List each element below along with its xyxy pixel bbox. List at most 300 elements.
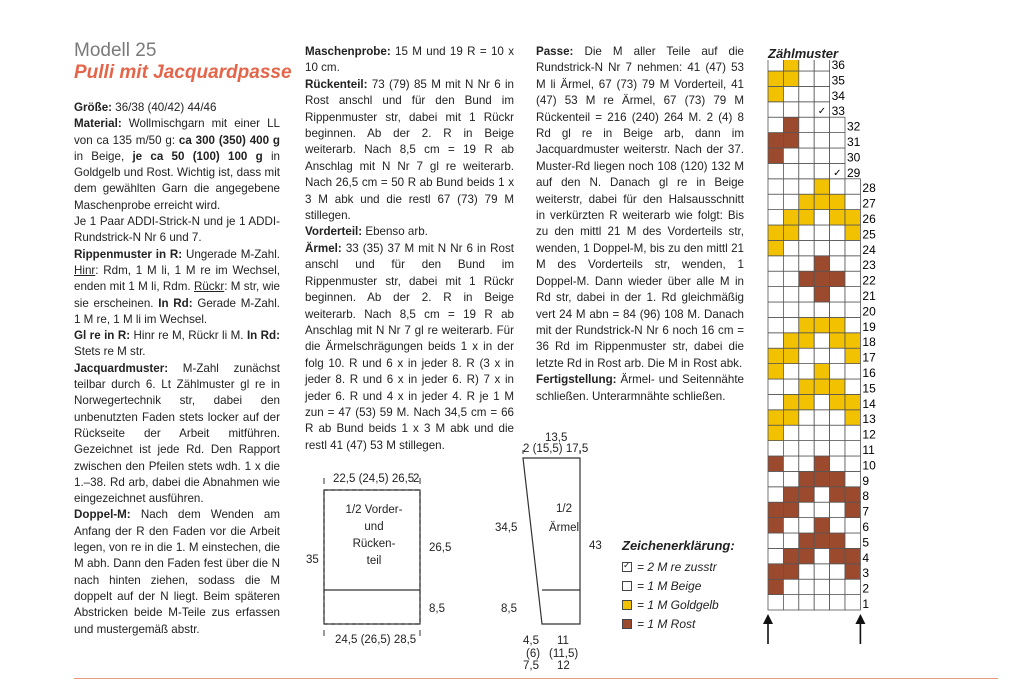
chart-cell [783,148,798,163]
chart-cell [783,441,798,456]
chart-cell [783,487,798,502]
gl-rd-label: In Rd: [246,329,280,343]
chart-cell [814,240,829,255]
chart-cell [814,348,829,363]
finishing-label: Fertigstellung: [536,373,617,387]
material-text-e: in Goldgelb und Rost. Wichtig ist, dass mit dem gewählten Garn die angegebene Maschenprobe erreicht wird. [74,149,281,212]
chart-cell [799,117,814,132]
chart-cell [814,487,829,502]
chart-cell [783,548,798,563]
bottom-divider [74,678,998,679]
repeat-arrow-head [763,614,773,624]
chart-cell [768,317,783,332]
row-label: 34 [831,88,845,103]
chart-cell [799,348,814,363]
chart-cell [768,163,783,178]
body-right-lower-measure: 8,5 [429,603,445,615]
chart-cell [783,179,798,194]
sleeve-bottom-left-sub: (6) [526,648,541,660]
colorwork-chart [760,60,890,660]
chart-cell [783,86,798,101]
rib-label: Rippenmuster in R: [74,247,183,261]
sleeve-left-upper-measure: 34,5 [495,522,518,534]
finishing-text: Ärmel- und Seitennähte schließen. Unterarmnähte schließen. [536,373,744,403]
chart-cell [799,71,814,86]
chart-cell [814,148,829,163]
chart-cell [845,456,860,471]
sleeve-bottom-left: 4,5 [523,635,539,647]
chart-cell [830,394,845,409]
gauge-paragraph [305,44,514,77]
row-label: 9 [862,473,870,488]
chart-cell [799,579,814,594]
sleeve-schematic [500,440,600,660]
front-text: Ebenso arb. [362,225,428,239]
rib-rd-label: In Rd: [158,296,193,310]
chart-cell [768,379,783,394]
gl-text-a: Hinr re M, Rückr li M. [130,329,247,343]
chart-cell [830,410,845,425]
gold-swatch [622,600,632,610]
chart-cell [830,456,845,471]
chart-cell [830,179,845,194]
chart-cell [799,364,814,379]
chart-cell [799,533,814,548]
instructions-column-3 [536,44,744,405]
chart-cell [845,518,860,533]
chart-cell [830,317,845,332]
chart-cell [799,86,814,101]
row-label: 18 [862,335,876,350]
chart-cell [845,194,860,209]
chart-cell [768,548,783,563]
chart-cell [814,441,829,456]
chart-cell [799,518,814,533]
chart-cell [799,225,814,240]
chart-cell [783,210,798,225]
chart-cell [783,348,798,363]
chart-cell [799,302,814,317]
chart-cell [845,348,860,363]
row-label: 11 [862,443,875,457]
chart-cell [845,441,860,456]
chart-cell [830,210,845,225]
chart-cell [845,287,860,302]
rib-hinr: Hinr [74,263,96,277]
chart-cell [814,425,829,440]
chart-cell [768,240,783,255]
chart-cell [768,595,783,610]
chart-cell [768,564,783,579]
chart-cell [830,487,845,502]
chart-cell [768,179,783,194]
decrease-mark: ✓ [833,167,842,179]
chart-cell [783,379,798,394]
chart-cell [814,364,829,379]
chart-cell [799,287,814,302]
chart-cell [799,456,814,471]
sleeve-label: 1/2 Ärmel [548,503,580,534]
front-label: Vorderteil: [305,225,363,239]
chart-cell [799,333,814,348]
material-amount-beige: ca 300 (350) 400 g [178,133,280,147]
back-label: Rückenteil: [305,77,368,91]
chart-cell [830,271,845,286]
chart-cell [768,441,783,456]
row-label: 32 [847,119,861,134]
chart-cell [799,271,814,286]
chart-cell [783,271,798,286]
row-label: 36 [831,60,845,72]
chart-cell [845,410,860,425]
chart-cell [814,564,829,579]
row-label: 10 [862,458,876,473]
chart-cell [799,148,814,163]
chart-cell [768,579,783,594]
chart-cell [814,471,829,486]
back-paragraph [305,77,514,225]
chart-cell [814,456,829,471]
row-label: 23 [862,258,876,273]
legend-item-rust [622,614,735,633]
legend-title: Zeichenerklärung: [622,538,735,553]
chart-cell [799,564,814,579]
chart-cell [768,410,783,425]
chart-cell [814,71,829,86]
chart-cell [768,225,783,240]
chart-cell [814,595,829,610]
chart-cell [783,60,798,71]
doppel-label: Doppel-M: [74,508,131,522]
chart-cell [814,394,829,409]
sleeve-text: 33 (35) 37 M mit N Nr 6 in Rost anschl und für den Bund im Rippenmuster str, dabei mit 1 Rückr beginnen. Ab der 2. R in Beige weiterarb. Nach 8,5 cm = 19 R ab Anschlag mit N Nr 7 gl re weiterarb. Für die Ärmelschrägungen beids 1 x in der folg 10. R und 6 x in jeder 8. R (3 x in jeder 8. R und 6 x in jeder 6. R) 7 x in jeder 6. R und 4 x in jeder 4. R je 1 M zun = 47 (53) 59 M. Nach 34,5 cm = 66 R ab Bund beids 1 x 3 M abk und die restl 41 (47) 53 M stillegen. [305,241,514,452]
sleeve-paragraph [305,241,514,454]
chart-cell [799,179,814,194]
chart-cell [783,287,798,302]
page-title: Pulli mit Jacquardpasse [74,62,292,83]
chart-cell [783,502,798,517]
row-label: 5 [862,535,870,550]
chart-cell [830,256,845,271]
jacquard-text: M-Zahl zunächst teilbar durch 6. Lt Zählmuster gl re in Norwegertechnik str, dabei den unbenutzten Faden stets locker auf der Rückseite der Arbeit mitführen. Gezeichnet ist jede Rd. Den Rapport zwischen den Pfeilen stets wdh. 1 x die 1.–38. Rd arb, dabei die Abnahmen wie eingezeichnet ausführen. [74,361,280,506]
sleeve-bottom-right: 11 [557,635,569,647]
chart-cell [830,564,845,579]
chart-cell [845,502,860,517]
size-paragraph [74,100,280,116]
chart-cell [830,225,845,240]
sleeve-bottom-left-sub2: 7,5 [523,660,539,672]
chart-cell [768,148,783,163]
chart-cell [783,533,798,548]
chart-cell [783,564,798,579]
chart-cell [845,533,860,548]
chart-cell [830,194,845,209]
row-label: 6 [862,520,870,534]
chart-cell [814,502,829,517]
decrease-icon [622,562,632,572]
legend-label: = 1 M Goldgelb [637,597,719,612]
chart-cell [783,71,798,86]
chart-cell [768,518,783,533]
chart-cell [768,533,783,548]
chart-cell [799,240,814,255]
chart-cell [814,317,829,332]
chart-cell [845,225,860,240]
chart-cell [845,487,860,502]
gl-paragraph [74,328,280,361]
chart-cell [768,364,783,379]
chart-cell [799,394,814,409]
chart-cell [799,102,814,117]
chart-cell [830,441,845,456]
chart-cell [783,102,798,117]
doppel-text: Nach dem Wenden am Anfang der R den Faden vor die Arbeit legen, von re in die 1. M einstechen, die M abh. Dann den Faden fest über die N nach hinten ziehen, sodass die M doppelt auf der N liegt. Beim späteren Abstricken beide M-Teile zus erfassen und mustergemäß abstr. [74,508,280,636]
rib-rueckr: Rückr [193,280,225,294]
finishing-paragraph [536,372,744,405]
chart-cell [768,71,783,86]
jacquard-label: Jacquardmuster: [74,361,169,375]
chart-cell [783,117,798,132]
chart-cell [768,271,783,286]
chart-cell [768,102,783,117]
legend [622,538,735,633]
row-label: 3 [862,566,870,581]
chart-cell [799,317,814,332]
sleeve-left-lower-measure: 8,5 [501,603,517,615]
instructions-column-2 [305,44,514,454]
jacquard-paragraph [74,361,280,508]
chart-cell [768,471,783,486]
chart-cell [814,194,829,209]
row-label: 22 [862,273,876,288]
chart-cell [845,240,860,255]
chart-cell [799,60,814,71]
chart-cell [845,271,860,286]
chart-cell [814,379,829,394]
row-label: 17 [862,350,876,365]
body-left-measure: 35 [306,554,319,566]
chart-cell [799,425,814,440]
chart-cell [783,256,798,271]
chart-cell [814,133,829,148]
chart-cell [768,256,783,271]
chart-cell [768,394,783,409]
row-label: 33 [831,104,845,119]
chart-cell [783,240,798,255]
chart-cell [830,348,845,363]
chart-cell [814,287,829,302]
chart-cell [783,333,798,348]
size-label: Größe: [74,101,113,114]
chart-cell [783,163,798,178]
chart-cell [783,364,798,379]
chart-cell [799,487,814,502]
row-label: 30 [847,150,861,165]
row-label: 29 [847,165,861,180]
chart-cell [814,225,829,240]
chart-cell [830,379,845,394]
chart-cell [814,210,829,225]
row-label: 8 [862,489,870,504]
chart-cell [814,548,829,563]
yoke-text: Die M aller Teile auf die Rundstrick-N Nr 7 nehmen: 41 (47) 53 M li Ärmel, 67 (73) 79 M Vorderteil, 41 (47) 53 M re Ärmel, 67 (73) 79 M Rückenteil = 216 (240) 264 M. 2 (4) 8 Rd gl re in Beige arb, dann im Jacquardmuster weiterstr. Nach der 37. Muster-Rd liegen noch 108 (120) 132 M auf den N. Danach gl re in Beige weiterstr, dabei für den Halsausschnitt in verkürzten R weiterarb wie folgt: Bis zu den mittl 21 M des Vorderteils str, wenden, 1 Doppel-M, bis zu den mittl 21 M des Vorderteils str, wenden, 1 Doppel-M. Dann wieder über alle M in Rd str, dabei in der 1. Rd gleichmäßig vert 24 M abn = 84 (96) 108 M. Danach mit der Rundstrick-N Nr 6 noch 16 cm = 36 Rd im Rippenmuster str, dabei die letzte Rd in Rost arb. Die M in Rost abk. [536,45,744,370]
chart-cell [814,302,829,317]
gauge-label: Maschenprobe: [305,45,391,58]
chart-cell [830,287,845,302]
chart-cell [845,364,860,379]
sleeve-top-measure: 13,5 [545,432,568,444]
chart-cell [845,333,860,348]
row-label: 19 [862,319,876,334]
gauge-text: 15 M und 19 R = 10 x 10 cm. [305,45,514,75]
chart-cell [783,194,798,209]
material-text-a: Wollmischgarn mit einer LL von ca 135 m/50 g: [74,117,280,147]
chart-cell [814,60,829,71]
sleeve-label: Ärmel: [305,241,342,255]
chart-cell [799,379,814,394]
body-right-upper-measure: 26,5 [429,542,452,554]
chart-cell [783,579,798,594]
body-top-small: 2 [413,473,420,485]
chart-cell [814,533,829,548]
chart-cell [845,302,860,317]
sleeve-right-measure: 43 [589,540,602,552]
chart-cell [845,425,860,440]
chart-cell [783,133,798,148]
chart-cell [783,317,798,332]
doppel-paragraph [74,507,280,637]
material-amount-colors: je ca 50 (100) 100 g [132,149,263,163]
chart-cell [768,487,783,502]
chart-cell [814,256,829,271]
chart-cell [814,333,829,348]
chart-cell [799,410,814,425]
chart-cell [830,148,845,163]
chart-cell [768,502,783,517]
chart-cell [799,548,814,563]
chart-cell [768,348,783,363]
chart-cell [814,163,829,178]
row-label: 7 [862,504,870,519]
row-label: 14 [862,396,876,411]
model-number: Modell 25 [74,40,157,61]
chart-cell [799,256,814,271]
back-text: 73 (79) 85 M mit N Nr 6 in Rost anschl und für den Bund im Rippenmuster str, dabei mit 1 Rückr beginnen. Ab der 2. R in Beige weiterarb. Nach 8,5 cm = 19 R ab Anschlag mit N Nr 7 gl re weiterarb. Nach 26,5 cm = 50 R ab Bund beids 1 x 3 M abk und die restl 67 (73) 79 M stillegen. [305,77,514,223]
rib-text-a: Ungerade M-Zahl. [182,247,280,261]
chart-cell [830,240,845,255]
chart-cell [814,518,829,533]
chart-cell [845,317,860,332]
chart-cell [830,533,845,548]
material-label: Material: [74,117,122,131]
row-label: 20 [862,304,876,319]
chart-cell [799,595,814,610]
chart-cell [768,333,783,348]
chart-cell [768,60,783,71]
chart-cell [814,410,829,425]
chart-cell [783,410,798,425]
row-label: 12 [862,427,876,442]
chart-cell [814,117,829,132]
body-label: 1/2 Vorder- und Rücken- teil [345,504,403,567]
row-label: 13 [862,412,876,427]
chart-cell [830,364,845,379]
row-label: 26 [862,212,876,226]
chart-cell [783,595,798,610]
chart-cell [768,86,783,101]
sleeve-bottom-right-sub2: 12 [557,660,570,672]
decrease-mark: ✓ [817,106,827,118]
row-label: 27 [862,196,876,211]
row-label: 28 [862,181,876,196]
chart-cell [783,471,798,486]
chart-cell [830,302,845,317]
chart-cell [830,579,845,594]
yoke-paragraph [536,44,744,372]
chart-cell [783,518,798,533]
material-text-c: in Beige, [74,149,133,163]
row-label: 16 [862,366,876,380]
rib-text-b: : Rdm, 1 M li, 1 M re im Wechsel, enden mit 1 M li, Rdm. [74,263,280,294]
chart-cell [845,595,860,610]
chart-cell [799,194,814,209]
row-label: 4 [862,550,870,565]
needles-paragraph: Je 1 Paar ADDI-Strick-N und je 1 ADDI-Rundstrick-N Nr 6 und 7. [74,215,280,245]
chart-cell [768,287,783,302]
chart-cell [845,471,860,486]
chart-cell [830,117,845,132]
chart-cell [768,194,783,209]
row-label: 24 [862,242,876,257]
chart-cell [768,425,783,440]
chart-cell [845,394,860,409]
rust-swatch [622,619,632,629]
chart-cell [768,117,783,132]
chart-cell [845,579,860,594]
rib-text-d: Gerade M-Zahl. 1 M re, 1 M li im Wechsel. [74,296,281,326]
row-label: 1 [862,597,870,611]
chart-cell [783,302,798,317]
chart-cell [783,425,798,440]
legend-label: = 1 M Beige [637,578,702,593]
chart-cell [814,179,829,194]
chart-cell [830,333,845,348]
chart-cell [830,471,845,486]
chart-cell [799,163,814,178]
chart-cell [768,456,783,471]
repeat-arrow-head [855,614,865,624]
chart-cell [830,595,845,610]
chart-cell [814,86,829,101]
chart-cell [830,502,845,517]
sleeve-top-sub: 2 (15,5) 17,5 [523,443,589,455]
size-value: 36/38 (40/42) 44/46 [115,101,217,114]
row-label: 15 [862,381,876,396]
chart-cell [768,210,783,225]
chart-cell [799,441,814,456]
chart-cell [845,548,860,563]
row-label: 31 [847,135,861,149]
chart-cell [783,394,798,409]
chart-cell [845,379,860,394]
chart-title: Zählmuster [768,46,839,61]
sleeve-bottom-right-sub: (11,5) [549,648,579,660]
chart-cell [783,456,798,471]
row-label: 25 [862,227,876,242]
chart-cell [799,502,814,517]
yoke-label: Passe: [536,45,574,58]
legend-item-gold [622,595,735,614]
